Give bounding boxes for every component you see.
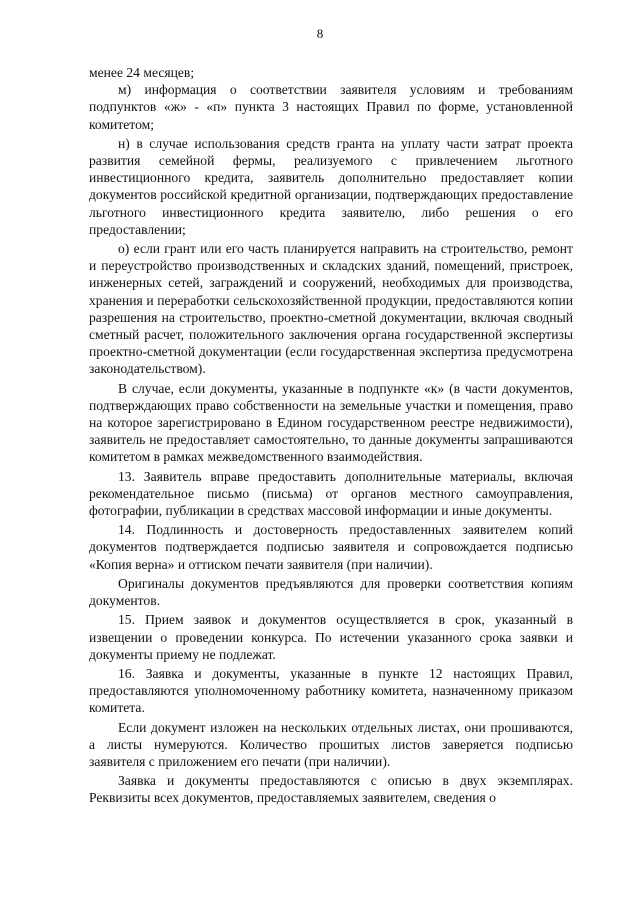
paragraph-inventory: Заявка и документы предоставляются с описью в двух экземплярах. Реквизиты всех документов, предоставляемых заявителем, сведения о	[89, 773, 573, 806]
paragraph-tail: менее 24 месяцев;	[89, 65, 195, 80]
paragraph-interagency: В случае, если документы, указанные в подпункте «к» (в части документов, подтверждающих право собственности на земельные участки и помещения, право на которое зарегистрировано в Едином государственном реестре недвижимости), заявитель не предоставляет самостоятельно, то данные документы запрашиваются комитетом в рамках межведомственного взаимодействия.	[89, 380, 573, 465]
paragraph-item-m: м) информация о соответствии заявителя условиям и требованиям подпунктов «ж» - «п» пункта 3 настоящих Правил по форме, установленной комитетом;	[89, 82, 573, 132]
paragraph-item-o: о) если грант или его часть планируется направить на строительство, ремонт и переустройство производственных и складских зданий, помещений, пристроек, инженерных сетей, заграждений и сооружений, необходимых для производства, хранения и переработки сельскохозяйственной продукции, предоставляются копии разрешения на строительство, проектно-сметной документации, включая сводный сметный расчет, положительного заключения органа государственной экспертизы проектно-сметной документации (если государственная экспертиза предусмотрена законодательством).	[89, 241, 573, 377]
document-body	[89, 64, 573, 807]
page-number: 8	[316, 26, 324, 41]
paragraph-16: 16. Заявка и документы, указанные в пункте 12 настоящих Правил, предоставляются уполномоченному работнику комитета, назначенному приказом комитета.	[89, 665, 573, 716]
paragraph-15: 15. Прием заявок и документов осуществляется в срок, указанный в извещении о проведении конкурса. По истечении указанного срока заявки и документы приему не подлежат.	[89, 612, 573, 662]
paragraph-originals: Оригиналы документов предъявляются для проверки соответствия копиям документов.	[89, 575, 573, 609]
paragraph-multiple-sheets: Если документ изложен на нескольких отдельных листах, они прошиваются, а листы нумеруются. Количество прошитых листов заверяется подписью заявителя с приложением его печати (при наличии).	[89, 719, 573, 769]
paragraph-item-n: н) в случае использования средств гранта на уплату части затрат проекта развития семейной фермы, реализуемого с привлечением льготного инвестиционного кредита, заявитель дополнительно предоставляет копии документов российской кредитной организации, подтверждающих предоставление льготного инвестиционного кредита заявителю, либо решения о его предоставлении;	[89, 135, 573, 237]
paragraph-13: 13. Заявитель вправе предоставить дополнительные материалы, включая рекомендательное письмо (письма) от органов местного самоуправления, фотографии, публикации в средствах массовой информации и иные документы.	[89, 468, 573, 519]
paragraph-14: 14. Подлинность и достоверность предоставленных заявителем копий документов подтверждается подписью заявителя и сопровождается подписью «Копия верна» и оттиском печати заявителя (при наличии).	[89, 522, 573, 572]
